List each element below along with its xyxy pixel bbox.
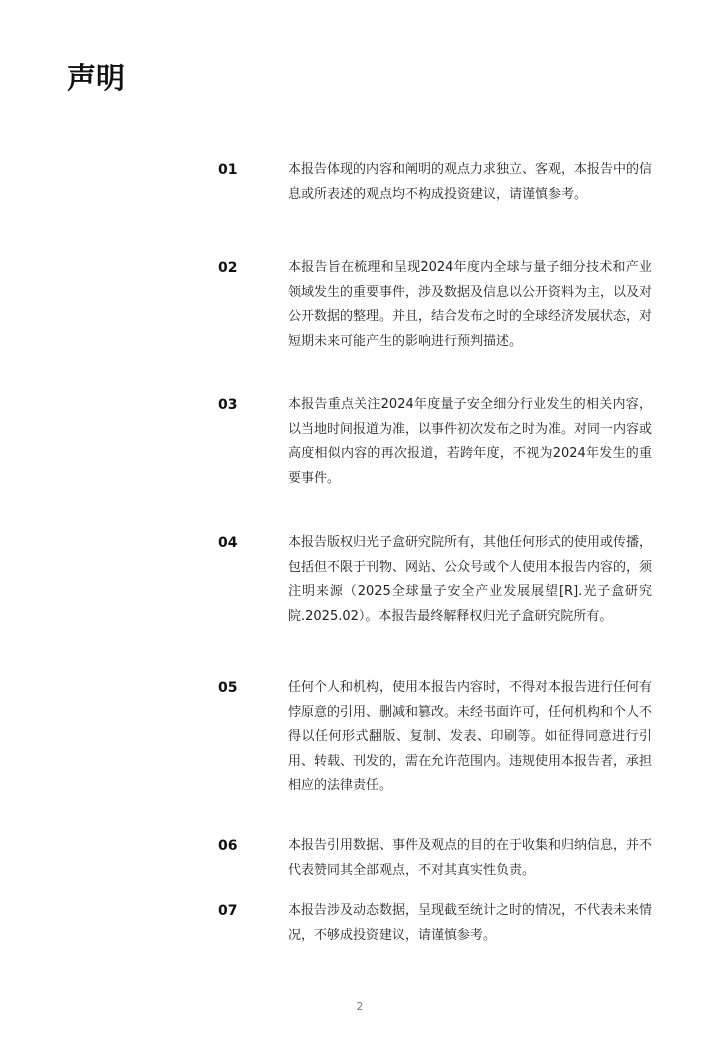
statement-number: 02 <box>218 260 238 276</box>
statement-number: 05 <box>218 680 238 696</box>
statement-text: 任何个人和机构，使用本报告内容时，不得对本报告进行任何有悖原意的引用、删减和篡改。未经书面许可，任何机构和个人不得以任何形式翻版、复制、发表、印刷等。如征得同意进行引用、转载、刊发的，需在允许范围内。违规使用本报告者，承担相应的法律责任。 <box>288 680 653 793</box>
statement-text: 本报告引用数据、事件及观点的目的在于收集和归纳信息，并不代表赞同其全部观点，不对其真实性负责。 <box>288 838 653 878</box>
statement-number: 06 <box>218 838 238 854</box>
statement-text: 本报告旨在梳理和呈现2024年度内全球与量子细分技术和产业领域发生的重要事件，涉及数据及信息以公开资料为主，以及对公开数据的整理。并且，结合发布之时的全球经济发展状态，对短期未来可能产生的影响进行预判描述。 <box>288 260 653 349</box>
statement-number: 07 <box>218 903 238 919</box>
statement-number: 04 <box>218 535 238 551</box>
page-number: 2 <box>356 1000 364 1013</box>
statement-text: 本报告涉及动态数据，呈现截至统计之时的情况，不代表未来情况，不够成投资建议，请谨慎参考。 <box>288 903 653 943</box>
statement-text: 本报告重点关注2024年度量子安全细分行业发生的相关内容，以当地时间报道为准，以事件初次发布之时为准。对同一内容或高度相似内容的再次报道，若跨年度，不视为2024年发生的重要事件。 <box>288 397 653 486</box>
statement-text: 本报告版权归光子盒研究院所有，其他任何形式的使用或传播，包括但不限于刊物、网站、公众号或个人使用本报告内容的，须注明来源（2025全球量子安全产业发展展望[R].光子盒研究院.2025.02）。本报告最终解释权归光子盒研究院所有。 <box>288 535 653 624</box>
statement-number: 03 <box>218 397 238 413</box>
statement-text: 本报告体现的内容和阐明的观点力求独立、客观，本报告中的信息或所表述的观点均不构成投资建议，请谨慎参考。 <box>288 162 653 202</box>
page-title: 声明 <box>67 61 126 95</box>
statement-number: 01 <box>218 162 238 178</box>
